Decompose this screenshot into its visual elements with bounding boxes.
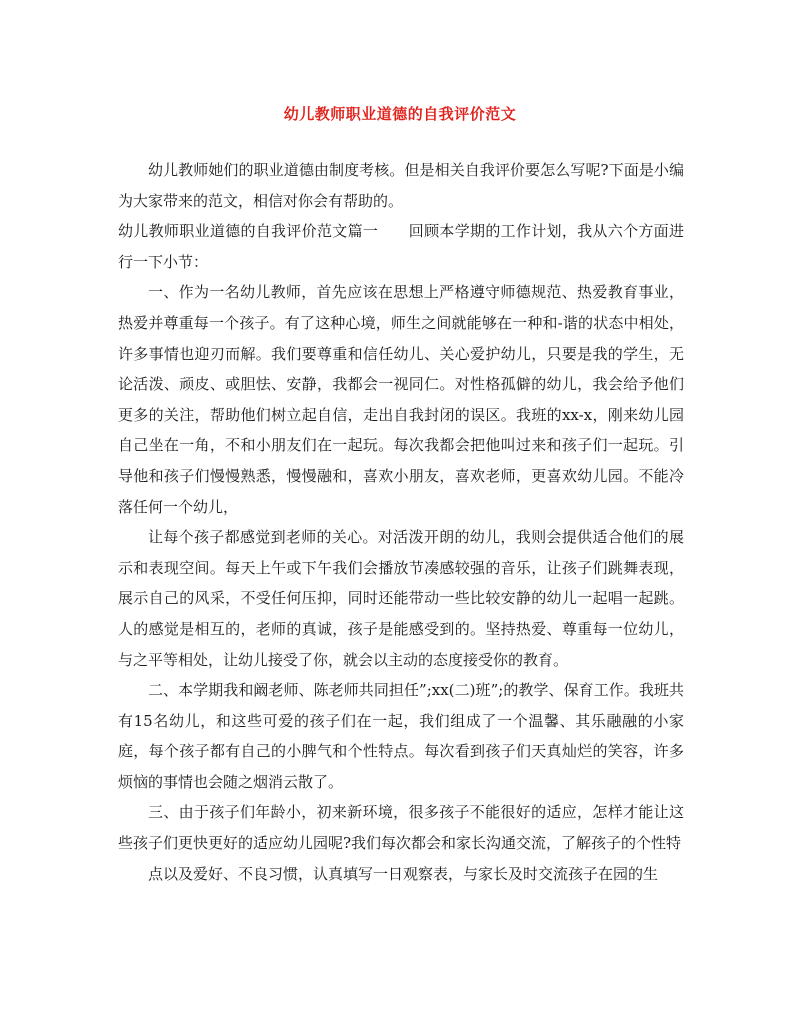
paragraph-section-1: 一、作为一名幼儿教师，首先应该在思想上严格遵守师德规范、热爱教育事业，热爱并尊重每一个孩子。有了这种心境，师生之间就能够在一种和-谐的状态中相处，许多事情也迎刃而解。我们要尊重和信任幼儿、关心爱护幼儿，只要是我的学生，无论活泼、顽皮、或胆怯、安静，我都会一视同仁。对性格孤僻的幼儿，我会给予他们更多的关注，帮助他们树立起自信，走出自我封闭的误区。我班的xx-x，刚来幼儿园自己坐在一角，不和小朋友们在一起玩。每次我都会把他叫过来和孩子们一起玩。引导他和孩子们慢慢熟悉，慢慢融和，喜欢小朋友，喜欢老师，更喜欢幼儿园。不能冷落任何一个幼儿，: [118, 283, 684, 516]
paragraph-section-2: 二、本学期我和阚老师、陈老师共同担任”;xx(二)班”;的教学、保育工作。我班共有15名幼儿，和这些可爱的孩子们在一起，我们组成了一个温馨、其乐融融的小家庭，每个孩子都有自己的小脾气和个性特点。每次看到孩子们天真灿烂的笑容，许多烦恼的事情也会随之烟消云散了。: [118, 681, 684, 791]
paragraph-section-3: 三、由于孩子们年龄小，初来新环境，很多孩子不能很好的适应，怎样才能让这些孩子们更快更好的适应幼儿园呢?我们每次都会和家长沟通交流，了解孩子的个性特: [118, 803, 684, 853]
paragraph-heading: 幼儿教师职业道德的自我评价范文篇一 回顾本学期的工作计划，我从六个方面进行一下小节：: [118, 222, 684, 271]
document-title: 幼儿教师职业道德的自我评价范文: [283, 105, 517, 123]
paragraph-intro: 幼儿教师她们的职业道德由制度考核。但是相关自我评价要怎么写呢?下面是小编为大家带来的范文，相信对你会有帮助的。: [118, 161, 684, 210]
paragraph-section-1-cont: 让每个孩子都感觉到老师的关心。对活泼开朗的幼儿，我则会提供适合他们的展示和表现空间。每天上午或下午我们会播放节凑感较强的音乐，让孩子们跳舞表现，展示自己的风采，不受任何压抑，同时还能带动一些比较安静的幼儿一起唱一起跳。人的感觉是相互的，老师的真诚，孩子是能感受到的。坚持热爱、尊重每一位幼儿，与之平等相处，让幼儿接受了你，就会以主动的态度接受你的教育。: [118, 528, 684, 669]
document-body: [118, 155, 684, 889]
paragraph-section-3-cont: 点以及爱好、不良习惯，认真填写一日观察表，与家长及时交流孩子在园的生: [148, 864, 659, 883]
